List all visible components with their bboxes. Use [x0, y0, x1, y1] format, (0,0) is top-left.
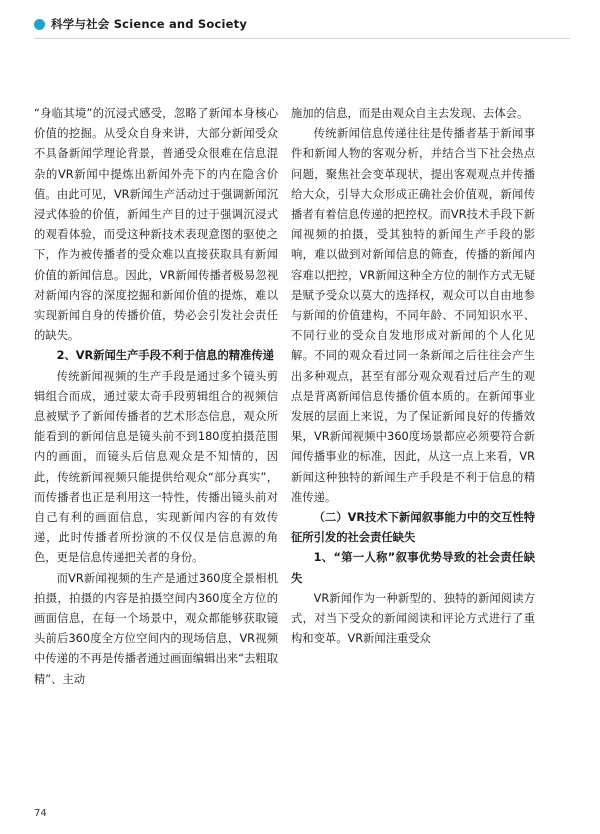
paragraph: 施加的信息，而是由观众自主去发现、去体会。 — [291, 107, 529, 120]
paragraph: VR新闻作为一种新型的、独特的新闻阅读方式，对当下受众的新闻阅读和评论方式进行了重构和变革。VR新闻注重受众 — [291, 591, 535, 646]
paragraph: 而VR新闻视频的生产是通过360度全景相机拍摄，拍摄的内容是拍摄空间内360度全方位的画面信息，在每一个场景中，观众都能够获取镜头前后360度全方位空间内的现场信息，VR视频中传递的不再是传播者通过画面编辑出来“去粗取精”、主动 — [34, 571, 278, 686]
section-heading: （二）VR技术下新闻叙事能力中的交互性特征所引发的社会责任缺失 — [291, 511, 535, 545]
left-column — [34, 104, 278, 690]
paragraph: 传统新闻视频的生产手段是通过多个镜头剪辑组合而成，通过蒙太奇手段剪辑组合的视频信息被赋予了新闻传播者的艺术形态信息，观众所能看到的新闻信息是镜头前不到180度拍摄范围内的画面，而镜头后信息观众是不知情的，因此，传统新闻视频只能提供给观众“部分真实”，而传播者也正是利用这一特性，传播出镜头前对自己有利的画面信息，实现新闻内容的有效传递，此时传播者所扮演的不仅仅是信息源的角色，更是信息传递把关者的身份。 — [34, 369, 278, 565]
subsection-heading: 2、VR新闻生产手段不利于信息的精准传递 — [56, 349, 274, 363]
running-header — [34, 14, 247, 34]
paragraph: 传统新闻信息传递往往是传播者基于新闻事件和新闻人物的客观分析，并结合当下社会热点问题，聚焦社会变革现状，提出客观观点并传播给大众，引导大众形成正确社会价值观，新闻传播者有着信息传递的把控权。而VR技术手段下新闻视频的拍摄，受其独特的新闻生产手段的影响，难以做到对新闻信息的筛查，传播的新闻内容难以把控，VR新闻这种全方位的制作方式无疑是赋予受众以莫大的选择权，观众可以自由地参与新闻的价值建构，不同年龄、不同知识水平、不同行业的受众自发地形成对新闻的个人化见解。不同的观众看过同一条新闻之后往往会产生出多种观点，甚至有部分观众观看过后产生的观点是背离新闻信息传播价值本质的。在新闻事业发展的层面上来说，为了保证新闻良好的传播效果，VR新闻视频中360度场景都应必须要符合新闻传播事业的标准，因此，从这一点上来看，VR新闻这种独特的新闻生产手段是不利于信息的精准传递。 — [291, 127, 535, 504]
header-title: 科学与社会 Science and Society — [51, 17, 248, 31]
header-rule — [34, 38, 570, 39]
subsection-heading: 1、“第一人称”叙事优势导致的社会责任缺失 — [291, 551, 535, 585]
right-column — [291, 104, 535, 649]
paragraph: “身临其境”的沉浸式感受，忽略了新闻本身核心价值的挖掘。从受众自身来讲，大部分新闻受众不具备新闻学理论背景，普通受众很难在信息混杂的VR新闻中提炼出新闻外壳下的内在隐含价值。由此可见，VR新闻生产活动过于强调新闻沉浸式体验的价值，新闻生产目的过于强调沉浸式的观看体验，而受这种新技术表现意图的驱使之下，作为被传播者的受众难以直接获取具有新闻价值的新闻信息。因此，VR新闻传播者极易忽视对新闻内容的深度挖掘和新闻价值的提炼，难以实现新闻自身的传播价值，势必会引发社会责任的缺失。 — [34, 107, 278, 343]
section-dot-icon — [34, 19, 45, 30]
page-number: 74 — [34, 808, 47, 819]
